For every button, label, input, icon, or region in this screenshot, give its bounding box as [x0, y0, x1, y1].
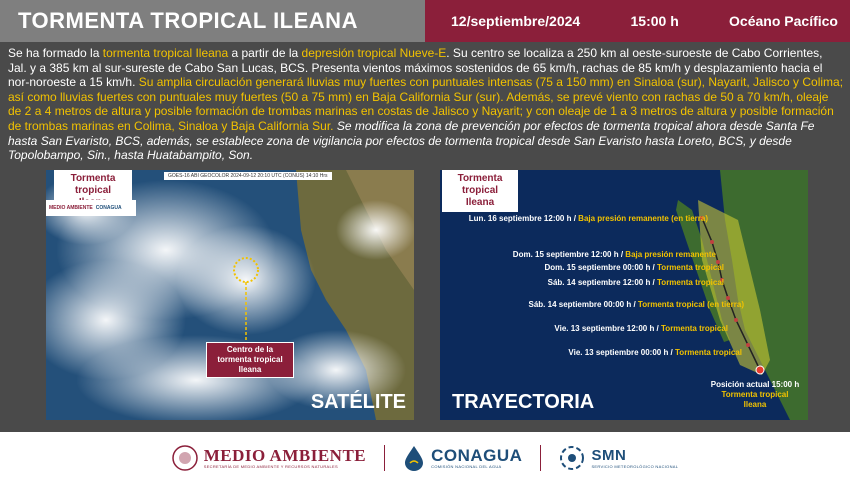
- desc-part: Se ha formado la: [8, 46, 103, 60]
- logo-semarnat: MEDIO AMBIENTE: [49, 205, 93, 211]
- desc-highlight-rain: Su amplia circulación generará lluvias muy fuertes con puntuales intensas (75 a 150 mm) en Sinaloa (sur), Nayarit, Jalisco y Colima; así como lluvias fuertes con puntuales muy fuertes (50 a 75 mm) en Baja California Sur (sur). Además, se prevé viento con rachas de 50 a 70 km/h, oleaje de 2 a 4 metros de altura y posible formación de trombas marinas en costas de Jalisco y Nayarit; y con oleaje de 1 a 3 metros de altura y posible formación de trombas marinas en Colima, Sinaloa y Baja California Sur.: [8, 75, 844, 133]
- smn-name: SMN: [591, 447, 627, 464]
- bulletin-region: Océano Pacífico: [729, 13, 838, 29]
- forecast-time: Sáb. 14 septiembre 12:00 h /: [547, 278, 655, 287]
- forecast-status: Baja presión remanente: [625, 250, 716, 259]
- footer-logos: [0, 432, 850, 484]
- semarnat-logo: [172, 445, 366, 471]
- forecast-row: [529, 300, 745, 309]
- current-position-time: Posición actual 15:00 h: [710, 380, 800, 389]
- header: [0, 0, 850, 42]
- water-drop-icon: [403, 445, 425, 471]
- forecast-status: Tormenta tropical: [675, 348, 742, 357]
- forecast-row: [469, 214, 708, 223]
- forecast-time: Vie. 13 septiembre 00:00 h /: [568, 348, 673, 357]
- satellite-label: SATÉLITE: [310, 391, 406, 413]
- forecast-row: [568, 348, 742, 357]
- bulletin-time: 15:00 h: [630, 13, 679, 29]
- forecast-row: [513, 250, 716, 259]
- forecast-row: [548, 278, 724, 287]
- desc-highlight-storm: tormenta tropical Ileana: [102, 46, 229, 60]
- forecast-row: [545, 263, 724, 272]
- forecast-time: Sáb. 14 septiembre 00:00 h /: [528, 300, 636, 309]
- header-info-bar: [425, 0, 850, 42]
- forecast-status: Baja presión remanente (en tierra): [578, 214, 708, 223]
- forecast-time: Vie. 13 septiembre 12:00 h /: [554, 324, 659, 333]
- mexico-seal-icon: [172, 445, 198, 471]
- footer-separator: [384, 445, 385, 471]
- bulletin-date: 12/septiembre/2024: [451, 13, 581, 29]
- header-title-bar: [0, 0, 425, 42]
- trajectory-label: TRAYECTORIA: [452, 391, 595, 413]
- satellite-image: [46, 170, 414, 420]
- logo-conagua: CONAGUA: [95, 205, 122, 211]
- conagua-logo: [403, 445, 522, 471]
- forecast-time: Dom. 15 septiembre 12:00 h /: [512, 250, 624, 259]
- desc-part: . Su centro se localiza a 250 km al oeste-suroeste de Cabo Corrientes, Jal. y a 385 km al sur-sureste de Cabo San Lucas, BCS. Presenta vientos máximos sostenidos de 65 km/h, rachas de 85 km/h y desplazamiento hacia el nor-noroeste a 15 km/h.: [8, 46, 823, 90]
- smn-swirl-icon: [559, 445, 585, 471]
- current-position-name: Tormenta tropical Ileana: [721, 390, 789, 409]
- trajectory-map: [440, 170, 808, 420]
- description-text: [8, 46, 844, 163]
- desc-warning-zones: Se modifica la zona de prevención por efectos de tormenta tropical ahora desde Santa Fe hasta San Evaristo, BCS, además, se establece zona de vigilancia por efectos de tormenta tropical desde San Evaristo hasta Loreto, BCS, y desde Topolobampo, Sin., hasta Huatabampito, Son.: [8, 118, 815, 163]
- content-panel: [0, 42, 850, 432]
- conagua-name: CONAGUA: [431, 446, 523, 465]
- forecast-time: Dom. 15 septiembre 00:00 h /: [544, 263, 655, 272]
- forecast-status: Tormenta tropical: [657, 263, 724, 272]
- forecast-status: Tormenta tropical: [657, 278, 724, 287]
- forecast-time: Lun. 16 septiembre 12:00 h /: [468, 214, 576, 223]
- forecast-status: Tormenta tropical (en tierra): [637, 300, 744, 309]
- semarnat-subtitle: SECRETARÍA DE MEDIO AMBIENTE Y RECURSOS NATURALES: [203, 464, 338, 469]
- satellite-info-bar: GOES-16 ABI GEOCOLOR 2024-09-12 20:10 UTC (CONUS) 14:10 Hrs: [164, 172, 332, 180]
- satellite-logo-strip: [46, 200, 136, 216]
- trajectory-storm-tag: Tormenta tropical Ileana: [442, 170, 518, 212]
- desc-highlight-depression: depresión tropical Nueve-E: [301, 46, 447, 60]
- satellite-storm-tag: Tormenta tropical: [54, 170, 132, 212]
- semarnat-name: MEDIO AMBIENTE: [203, 446, 367, 465]
- current-position-label: [710, 380, 800, 410]
- smn-subtitle: SERVICIO METEOROLÓGICO NACIONAL: [591, 464, 679, 469]
- forecast-status: Tormenta tropical: [661, 324, 728, 333]
- page-title: TORMENTA TROPICAL ILEANA: [18, 8, 358, 33]
- forecast-row: [554, 324, 728, 333]
- smn-logo: [559, 445, 678, 471]
- footer-separator: [540, 445, 541, 471]
- conagua-subtitle: COMISIÓN NACIONAL DEL AGUA: [431, 464, 502, 469]
- storm-center-label: Centro de la tormenta tropical Ileana: [206, 342, 294, 378]
- desc-part: a partir de la: [228, 46, 302, 60]
